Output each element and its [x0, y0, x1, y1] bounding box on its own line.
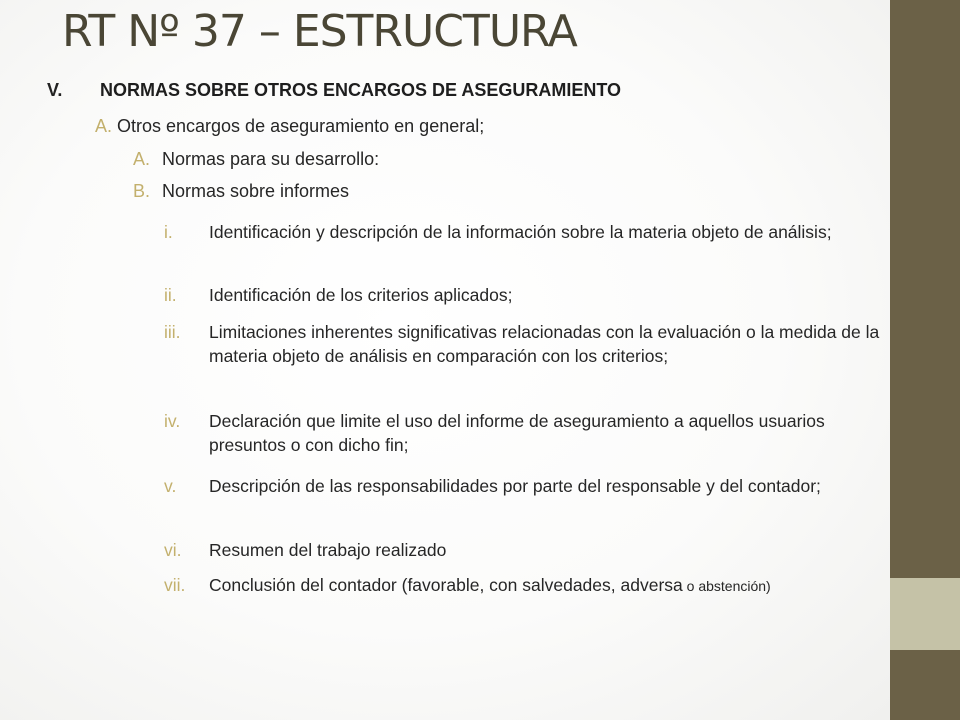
section-text: NORMAS SOBRE OTROS ENCARGOS DE ASEGURAMIENTO	[100, 80, 622, 100]
report-item	[164, 409, 899, 457]
side-band-bottom	[890, 650, 960, 720]
side-band-top	[890, 0, 960, 578]
point-text: Normas sobre informes	[162, 181, 350, 201]
point-text: Normas para su desarrollo:	[162, 149, 380, 169]
report-item	[164, 220, 899, 244]
report-item-marker: ii.	[164, 285, 177, 305]
report-item-marker: iv.	[164, 411, 181, 431]
report-item-text-main: Conclusión del contador (favorable, con salvedades, adversa	[209, 575, 683, 595]
point-item	[133, 149, 379, 170]
report-item-text: Identificación y descripción de la información sobre la materia objeto de análisis;	[209, 222, 832, 242]
report-item-text-small: o abstención)	[682, 578, 771, 594]
report-item-text: Resumen del trabajo realizado	[209, 540, 447, 560]
report-item-text: Limitaciones inherentes significativas relacionadas con la evaluación o la medida de la materia objeto de análisis en comparación con los criterios;	[209, 322, 880, 366]
report-item-marker: v.	[164, 476, 177, 496]
point-item	[133, 181, 349, 202]
report-item-marker: vi.	[164, 540, 182, 560]
subsection-item	[95, 116, 484, 137]
side-band-middle	[890, 578, 960, 650]
report-item	[164, 573, 899, 598]
report-item-text: Identificación de los criterios aplicados;	[209, 285, 513, 305]
report-item-text: Descripción de las responsabilidades por parte del responsable y del contador;	[209, 476, 821, 496]
report-item-marker: iii.	[164, 322, 181, 342]
slide-title: RT Nº 37 – ESTRUCTURA	[62, 6, 577, 57]
point-marker: B.	[133, 181, 151, 201]
report-item	[164, 320, 899, 368]
section-marker: V.	[47, 80, 63, 100]
report-item-marker: vii.	[164, 575, 186, 595]
subsection-marker: A.	[95, 116, 113, 136]
section-item	[47, 80, 621, 101]
report-item	[164, 538, 899, 562]
point-marker: A.	[133, 149, 151, 169]
report-item-text: Declaración que limite el uso del informe de aseguramiento a aquellos usuarios presuntos o con dicho fin;	[209, 411, 825, 455]
subsection-text: Otros encargos de aseguramiento en general;	[117, 116, 485, 136]
report-item-marker: i.	[164, 222, 173, 242]
report-item-text	[209, 573, 899, 598]
report-item	[164, 283, 899, 307]
report-item	[164, 474, 899, 498]
